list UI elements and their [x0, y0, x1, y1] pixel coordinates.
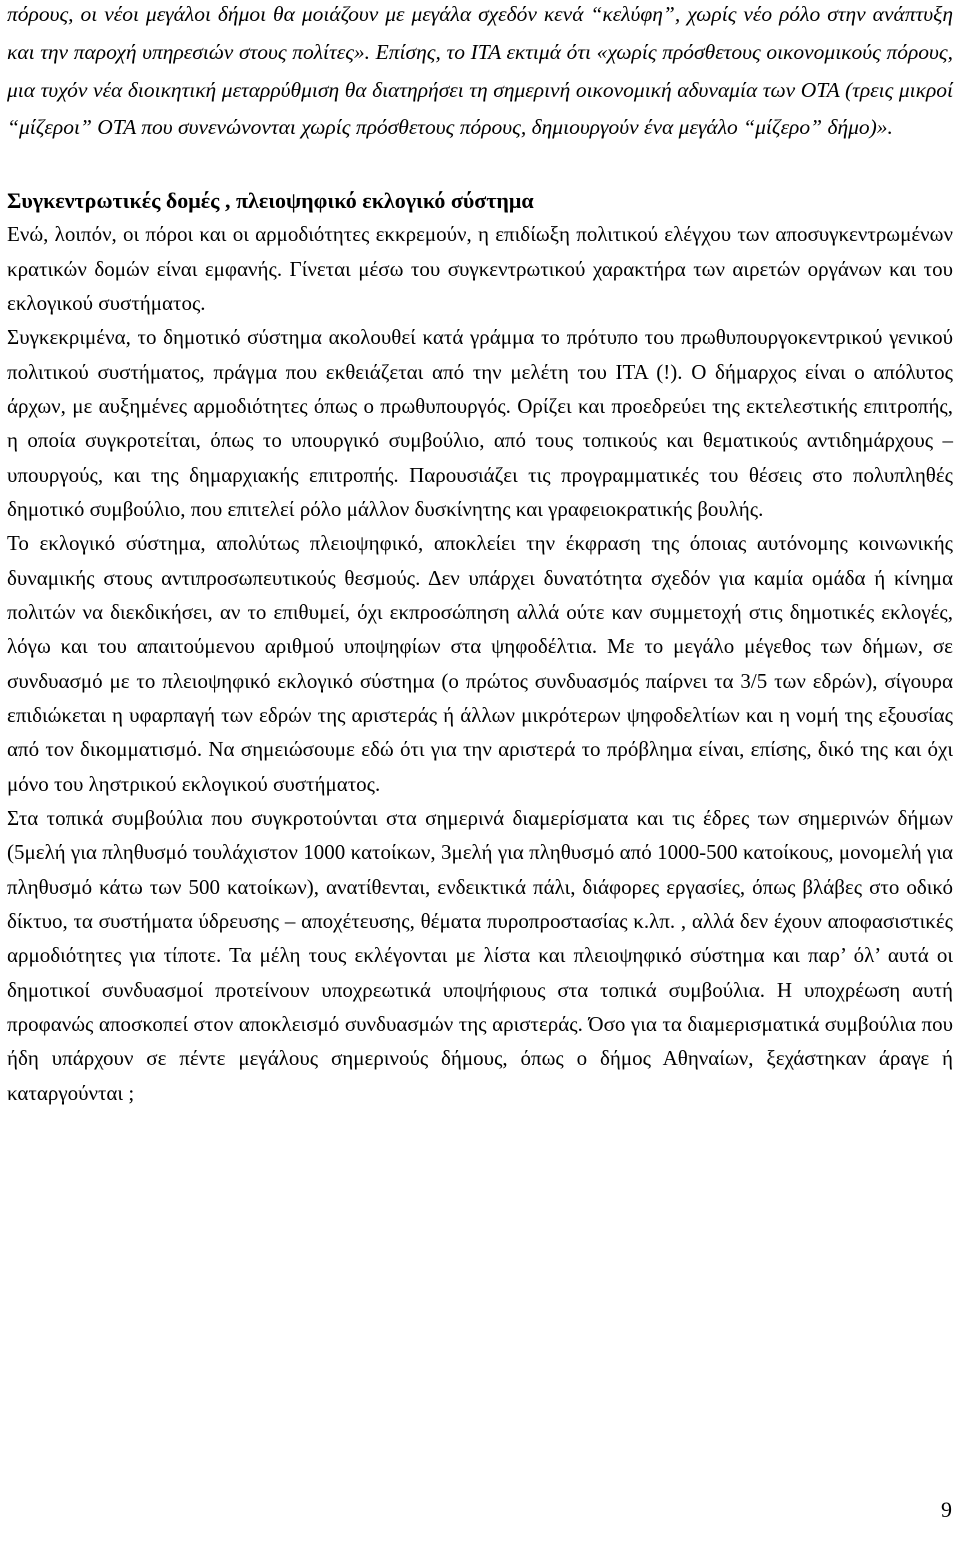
document-page [7, 0, 953, 1110]
body-paragraph-1: Ενώ, λοιπόν, οι πόροι και οι αρμοδιότητες εκκρεμούν, η επιδίωξη πολιτικού ελέγχου των αποσυγκεντρωμένων κρατικών δομών είναι εμφανής. Γίνεται μέσω του συγκεντρωτικού χαρακτήρα των αιρετών οργάνων και του εκλογικού συστήματος. [7, 222, 953, 315]
body-paragraph-3: Το εκλογικό σύστημα, απολύτως πλειοψηφικό, αποκλείει την έκφραση της όποιας αυτόνομης κοινωνικής δυναμικής στους αντιπροσωπευτικούς θεσμούς. Δεν υπάρχει δυνατότητα σχεδόν για καμία ομάδα ή κίνημα πολιτών να διεκδικήσει, αν το επιθυμεί, όχι εκπροσώπηση αλλά ούτε καν συμμετοχή στις δημοτικές εκλογές, λόγω και του απαιτούμενου αριθμού υποψηφίων στα ψηφοδέλτια. Με το μεγάλο μέγεθος των δήμων, σε συνδυασμό με το πλειοψηφικό εκλογικό σύστημα (ο πρώτος συνδυασμός παίρνει τα 3/5 των εδρών), σίγουρα επιδιώκεται η υφαρπαγή των εδρών της αριστεράς ή άλλων μικρότερων ψηφοδελτίων και η νομή της εξουσίας από τον δικομματισμό. Να σημειώσουμε εδώ ότι για την αριστερά το πρόβλημα είναι, επίσης, δικό της και όχι μόνο του ληστρικού εκλογικού συστήματος. [7, 531, 953, 796]
page-number: 9 [941, 1497, 952, 1522]
section-heading: Συγκεντρωτικές δομές , πλειοψηφικό εκλογικό σύστημα [7, 188, 534, 214]
body-paragraph-2: Συγκεκριμένα, το δημοτικό σύστημα ακολουθεί κατά γράμμα το πρότυπο του πρωθυπουργοκεντρικού γενικού πολιτικού συστήματος, πράγμα που εκθειάζεται από την μελέτη του ΙΤΑ (!). Ο δήμαρχος είναι ο απόλυτος άρχων, με αυξημένες αρμοδιότητες όπως ο πρωθυπουργός. Ορίζει και προεδρεύει της εκτελεστικής επιτροπής, η οποία συγκροτείται, όπως το υπουργικό συμβούλιο, από τους τοπικούς και θεματικούς αντιδημάρχους – υπουργούς, και της δημαρχιακής επιτροπής. Παρουσιάζει τις προγραμματικές του θέσεις στο πολυπληθές δημοτικό συμβούλιο, που επιτελεί ρόλο μάλλον δυσκίνητης και γραφειοκρατικής βουλής. [7, 325, 953, 521]
intro-italic-paragraph: πόρους, οι νέοι μεγάλοι δήμοι θα μοιάζουν με μεγάλα σχεδόν κενά “κελύφη”, χωρίς νέο ρόλο στην ανάπτυξη και την παροχή υπηρεσιών στους πολίτες». Επίσης, το ΙΤΑ εκτιμά ότι «χωρίς πρόσθετους οικονομικούς πόρους, μια τυχόν νέα διοικητική μεταρρύθμιση θα διατηρήσει τη σημερινή οικονομική αδυναμία των ΟΤΑ (τρεις μικροί “μίζεροι” ΟΤΑ που συνενώνονται χωρίς πρόσθετους πόρους, δημιουργούν ένα μεγάλο “μίζερο” δήμο)». [7, 2, 953, 140]
body-paragraph-4: Στα τοπικά συμβούλια που συγκροτούνται στα σημερινά διαμερίσματα και τις έδρες των σημερινών δήμων (5μελή για πληθυσμό τουλάχιστον 1000 κατοίκων, 3μελή για πληθυσμό από 1000-500 κατοίκους, μονομελή για πληθυσμό κάτω των 500 κατοίκων), ανατίθενται, ενδεικτικά πάλι, διάφορες εργασίες, όπως βλάβες στο οδικό δίκτυο, τα συστήματα ύδρευσης – αποχέτευσης, θέματα πυροπροστασίας κ.λπ. , αλλά δεν έχουν αποφασιστικές αρμοδιότητες για τίποτε. Τα μέλη τους εκλέγονται με λίστα και πλειοψηφικό σύστημα και παρ’ όλ’ αυτά οι δημοτικοί συνδυασμοί προτείνουν υποχρεωτικά υποψήφιους στα τοπικά συμβούλια. Η υποχρέωση αυτή προφανώς αποσκοπεί στον αποκλεισμό συνδυασμών της αριστεράς. Όσο για τα διαμερισματικά συμβούλια που ήδη υπάρχουν σε πέντε μεγάλους σημερινούς δήμους, όπως ο δήμος Αθηναίων, ξεχάστηκαν άραγε ή καταργούνται ; [7, 806, 953, 1105]
